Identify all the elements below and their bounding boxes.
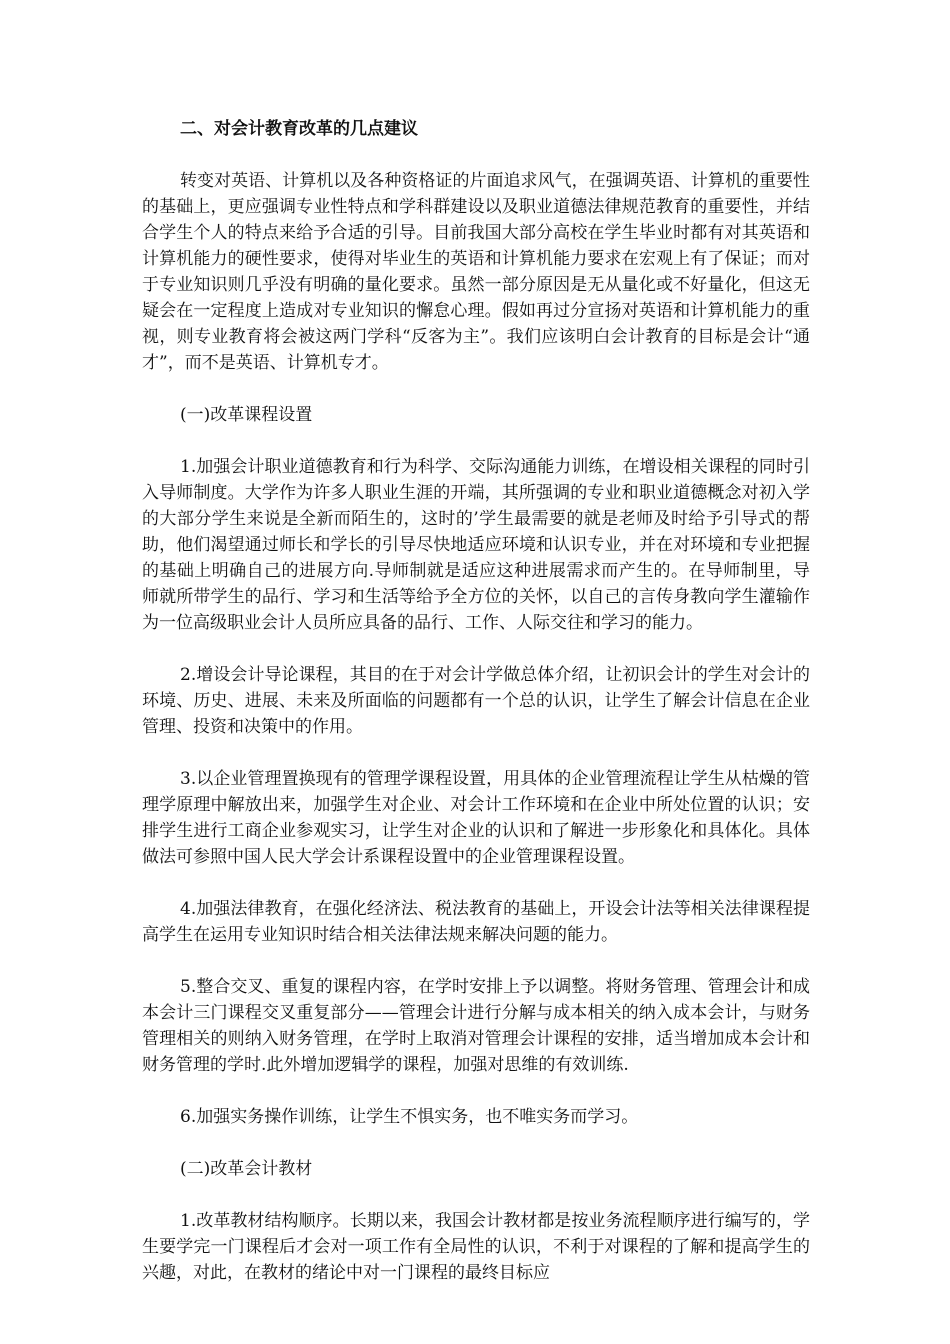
subsection-title-textbooks: (二)改革会计教材	[180, 1159, 313, 1179]
curriculum-item-4: 4.加强法律教育，在强化经济法、税法教育的基础上，开设会计法等相关法律课程提高学生在运用专业知识时结合相关法律法规来解决问题的能力。	[142, 899, 810, 945]
curriculum-item-5: 5.整合交叉、重复的课程内容，在学时安排上予以调整。将财务管理、管理会计和成本会计三门课程交叉重复部分——管理会计进行分解与成本相关的纳入成本会计，与财务管理相关的则纳入财务管理，在学时上取消对管理会计课程的安排，适当增加成本会计和财务管理的学时.此外增加逻辑学的课程，加强对思维的有效训练.	[142, 977, 810, 1075]
document-body	[142, 116, 810, 1312]
intro-paragraph: 转变对英语、计算机以及各种资格证的片面追求风气，在强调英语、计算机的重要性的基础上，更应强调专业性特点和学科群建设以及职业道德法律规范教育的重要性，并结合学生个人的特点来给予合适的引导。目前我国大部分高校在学生毕业时都有对其英语和计算机能力的硬性要求，使得对毕业生的英语和计算机能力要求在宏观上有了保证；而对于专业知识则几乎没有明确的量化要求。虽然一部分原因是无从量化或不好量化，但这无疑会在一定程度上造成对专业知识的懈怠心理。假如再过分宣扬对英语和计算机能力的重视，则专业教育将会被这两门学科“反客为主”。我们应该明白会计教育的目标是会计“通才”，而不是英语、计算机专才。	[142, 171, 810, 373]
textbook-item-1: 1.改革教材结构顺序。长期以来，我国会计教材都是按业务流程顺序进行编写的，学生要学完一门课程后才会对一项工作有全局性的认识，不利于对课程的了解和提高学生的兴趣，对此，在教材的绪论中对一门课程的最终目标应	[142, 1211, 810, 1283]
section-title: 二、对会计教育改革的几点建议	[180, 119, 418, 139]
curriculum-item-1: 1.加强会计职业道德教育和行为科学、交际沟通能力训练，在增设相关课程的同时引入导师制度。大学作为许多人职业生涯的开端，其所强调的专业和职业道德概念对初入学的大部分学生来说是全新而陌生的，这时的’学生最需要的就是老师及时给予引导式的帮助，他们渴望通过师长和学长的引导尽快地适应环境和认识专业，并在对环境和专业把握的基础上明确自己的进展方向.导师制就是适应这种进展需求而产生的。在导师制里，导师就所带学生的品行、学习和生活等给予全方位的关怀，以自己的言传身教向学生灌输作为一位高级职业会计人员所应具备的品行、工作、人际交往和学习的能力。	[142, 457, 810, 633]
curriculum-item-3: 3.以企业管理置换现有的管理学课程设置，用具体的企业管理流程让学生从枯燥的管理学原理中解放出来，加强学生对企业、对会计工作环境和在企业中所处位置的认识；安排学生进行工商企业参观实习，让学生对企业的认识和了解进一步形象化和具体化。具体做法可参照中国人民大学会计系课程设置中的企业管理课程设置。	[142, 769, 810, 867]
curriculum-item-6: 6.加强实务操作训练，让学生不惧实务，也不唯实务而学习。	[180, 1107, 639, 1127]
curriculum-item-2: 2.增设会计导论课程，其目的在于对会计学做总体介绍，让初识会计的学生对会计的环境、历史、进展、未来及所面临的问题都有一个总的认识，让学生了解会计信息在企业管理、投资和决策中的作用。	[142, 665, 810, 737]
subsection-title-curriculum: (一)改革课程设置	[180, 405, 313, 425]
